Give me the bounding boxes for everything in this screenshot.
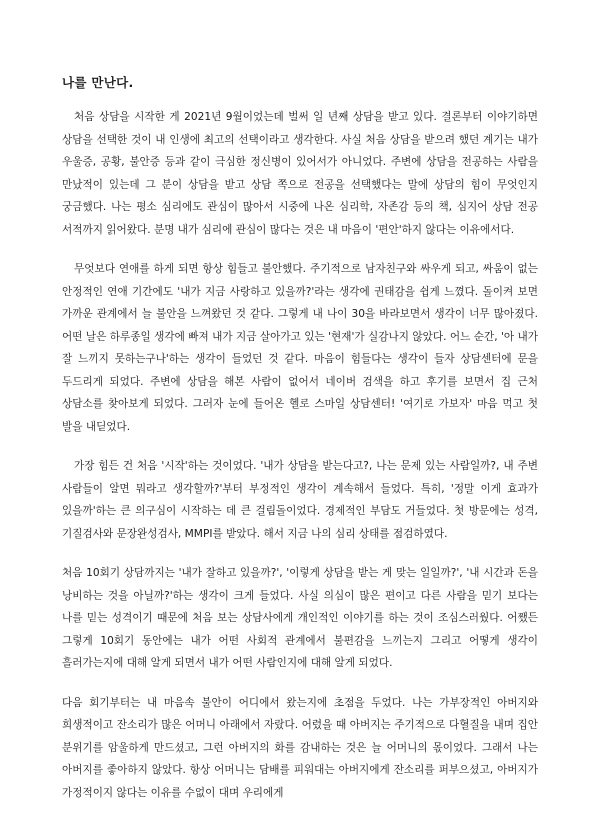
paragraph: 무엇보다 연애를 하게 되면 항상 힘들고 불안했다. 주기적으로 남자친구와 싸우게 되고, 싸움이 없는 안정적인 연애 기간에도 '내가 지금 사랑하고 있을까?'라는 생각에 권태감을 쉽게 느꼈다. 돌이켜 보면 가까운 관계에서 늘 불안을 느껴왔던 것 같다. 그렇게 내 나이 30을 바라보면서 생각이 너무 많아졌다. 어떤 날은 하루종일 생각에 빠져 내가 지금 살아가고 있는 '현재'가 실감나지 않았다. 어느 순간, '아 내가 잘 느끼지 못하는구나'하는 생각이 들었던 것 같다. 마음이 힘들다는 생각이 들자 상담센터에 문을 두드리게 되었다. 주변에 상담을 해본 사람이 없어서 네이버 검색을 하고 후기를 보면서 집 근처 상담소를 찾아보게 되었다. 그러자 눈에 들어온 헬로 스마일 상담센터! '여기로 가보자' 마음 먹고 첫 발을 내딛었다. bbox=[62, 263, 538, 433]
paragraph: 가장 힘든 건 처음 '시작'하는 것이었다. '내가 상담을 받는다고?, 나는 문제 있는 사람일까?, 내 주변 사람들이 알면 뭐라고 생각할까?'부터 부정적인 생각이 계속해서 들었다. 특히, '정말 이게 효과가 있을까'하는 큰 의구심이 시작하는 데 큰 걸림돌이었다. 경제적인 부담도 거들었다. 첫 방문에는 성격, 기질검사와 문장완성검사, MMPI를 받았다. 해서 지금 나의 심리 상태를 점검하였다. bbox=[62, 460, 538, 540]
paragraph: 처음 10회기 상담까지는 '내가 잘하고 있을까?', '이렇게 상담을 받는 게 맞는 일일까?', '내 시간과 돈을 낭비하는 것을 아닐까?'하는 생각이 크게 들었다. 사실 의심이 많은 편이고 다른 사람을 믿기 보다는 나를 믿는 성격이기 때문에 처음 보는 상담사에게 개인적인 이야기를 하는 것이 조심스러웠다. 어쨌든 그렇게 10회기 동안에는 내가 어떤 사회적 관계에서 불편감을 느끼는지 그리고 어떻게 생각이 흘러가는지에 대해 알게 되면서 내가 어떤 사람인지에 대해 알게 되었다. bbox=[62, 567, 538, 669]
document-title: 나를 만난다. bbox=[62, 75, 134, 90]
paragraph: 처음 상담을 시작한 게 2021년 9월이었는데 벌써 일 년째 상담을 받고 있다. 결론부터 이야기하면 상담을 선택한 것이 내 인생에 최고의 선택이라고 생각한다. 사실 처음 상담을 받으려 했던 계기는 내가 우울증, 공황, 불안증 등과 같이 극심한 정신병이 있어서가 아니었다. 주변에 상담을 전공하는 사람을 만났적이 있는데 그 분이 상담을 받고 상담 쪽으로 전공을 선택했다는 말에 상담의 힘이 무엇인지 궁금했다. 나는 평소 심리에도 관심이 많아서 시중에 나온 심리학, 자존감 등의 책, 심지어 상담 전공 서적까지 읽어왔다. 분명 내가 심리에 관심이 많다는 것은 내 마음이 '편안'하지 않다는 이유에서다. bbox=[62, 111, 538, 236]
paragraph: 다음 회기부터는 내 마음속 불안이 어디에서 왔는지에 초점을 두었다. 나는 가부장적인 아버지와 희생적이고 잔소리가 많은 어머니 아래에서 자랐다. 어렸을 때 아버지는 주기적으로 다혈질을 내며 집안 분위기를 암울하게 만드셨고, 그런 아버지의 화를 감내하는 것은 늘 어머니의 몫이었다. 그래서 나는 아버지를 좋아하지 않았다. 항상 어머니는 담배를 피워대는 아버지에게 잔소리를 퍼부으셨고, 아버지가 가정적이지 않다는 이유를 수없이 대며 우리에게 bbox=[62, 696, 538, 799]
